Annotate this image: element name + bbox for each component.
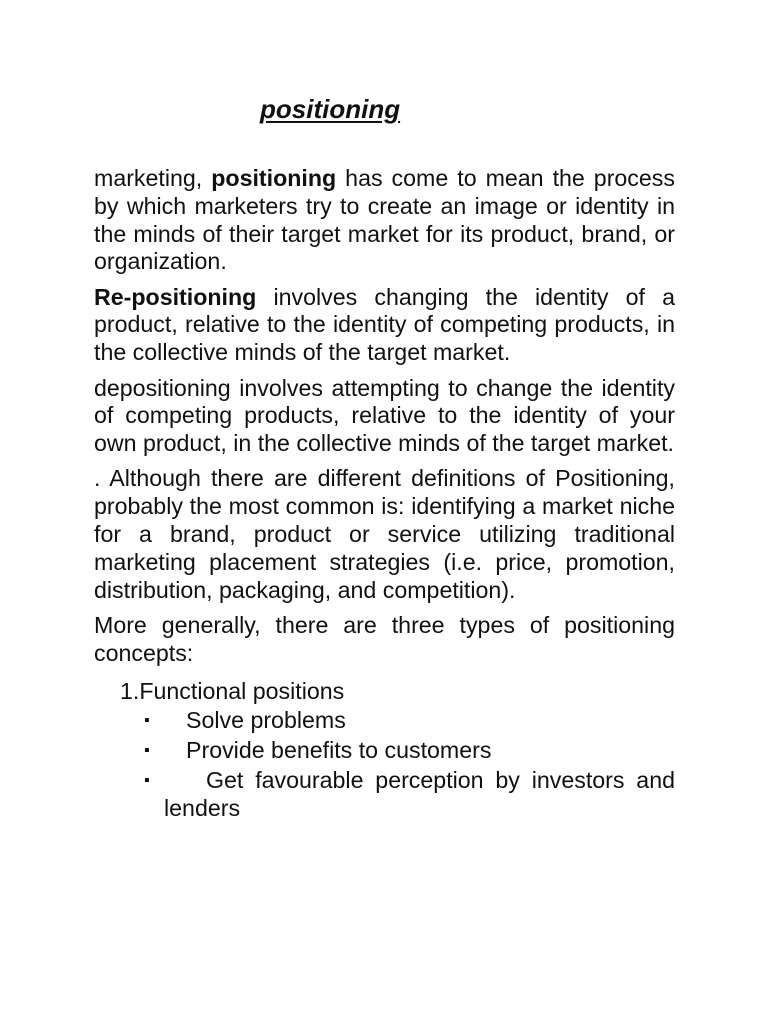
- term-repositioning: Re-positioning: [94, 283, 257, 310]
- square-bullet-icon: ▪: [144, 742, 150, 760]
- paragraph-text: involves changing the identity of a product, relative to the identity of competing products, in the collective minds of the target market.: [94, 283, 675, 366]
- list-item-functional-positions: 1.Functional positions: [120, 677, 345, 704]
- functional-positions-sublist: [94, 707, 675, 822]
- paragraph-definitions: . Although there are different definitions of Positioning, probably the most common is: identifying a market niche for a brand, product or service utilizing traditional marketing placement strategies (i.e. price, promotion, distribution, packaging, and competition).: [94, 465, 675, 603]
- document-body: [94, 165, 675, 825]
- paragraph-depositioning: depositioning involves attempting to change the identity of competing products, relative to the identity of your own product, in the collective minds of the target market.: [94, 374, 675, 457]
- paragraph-positioning-definition: [94, 165, 675, 276]
- sub-list-item-text: Get favourable perception by investors and lenders: [164, 766, 675, 821]
- sub-list-item-text: Solve problems: [186, 707, 346, 734]
- square-bullet-icon: ▪: [144, 712, 150, 730]
- sub-list-item: [144, 737, 675, 765]
- term-positioning: positioning: [211, 165, 337, 191]
- page-title: positioning: [260, 94, 401, 124]
- sub-list-item-text: Provide benefits to customers: [186, 737, 492, 764]
- square-bullet-icon: ▪: [144, 771, 150, 789]
- paragraph-lead: marketing,: [94, 165, 212, 191]
- sub-list-item: [144, 767, 675, 823]
- paragraph-text: has come to mean the process by which marketers try to create an image or identity in the minds of their target market for its product, brand, or organization.: [94, 165, 675, 275]
- positioning-types-list: [94, 678, 675, 823]
- paragraph-repositioning: [94, 284, 675, 367]
- sub-list-item: [144, 707, 675, 735]
- paragraph-types-intro: More generally, there are three types of positioning concepts:: [94, 611, 675, 666]
